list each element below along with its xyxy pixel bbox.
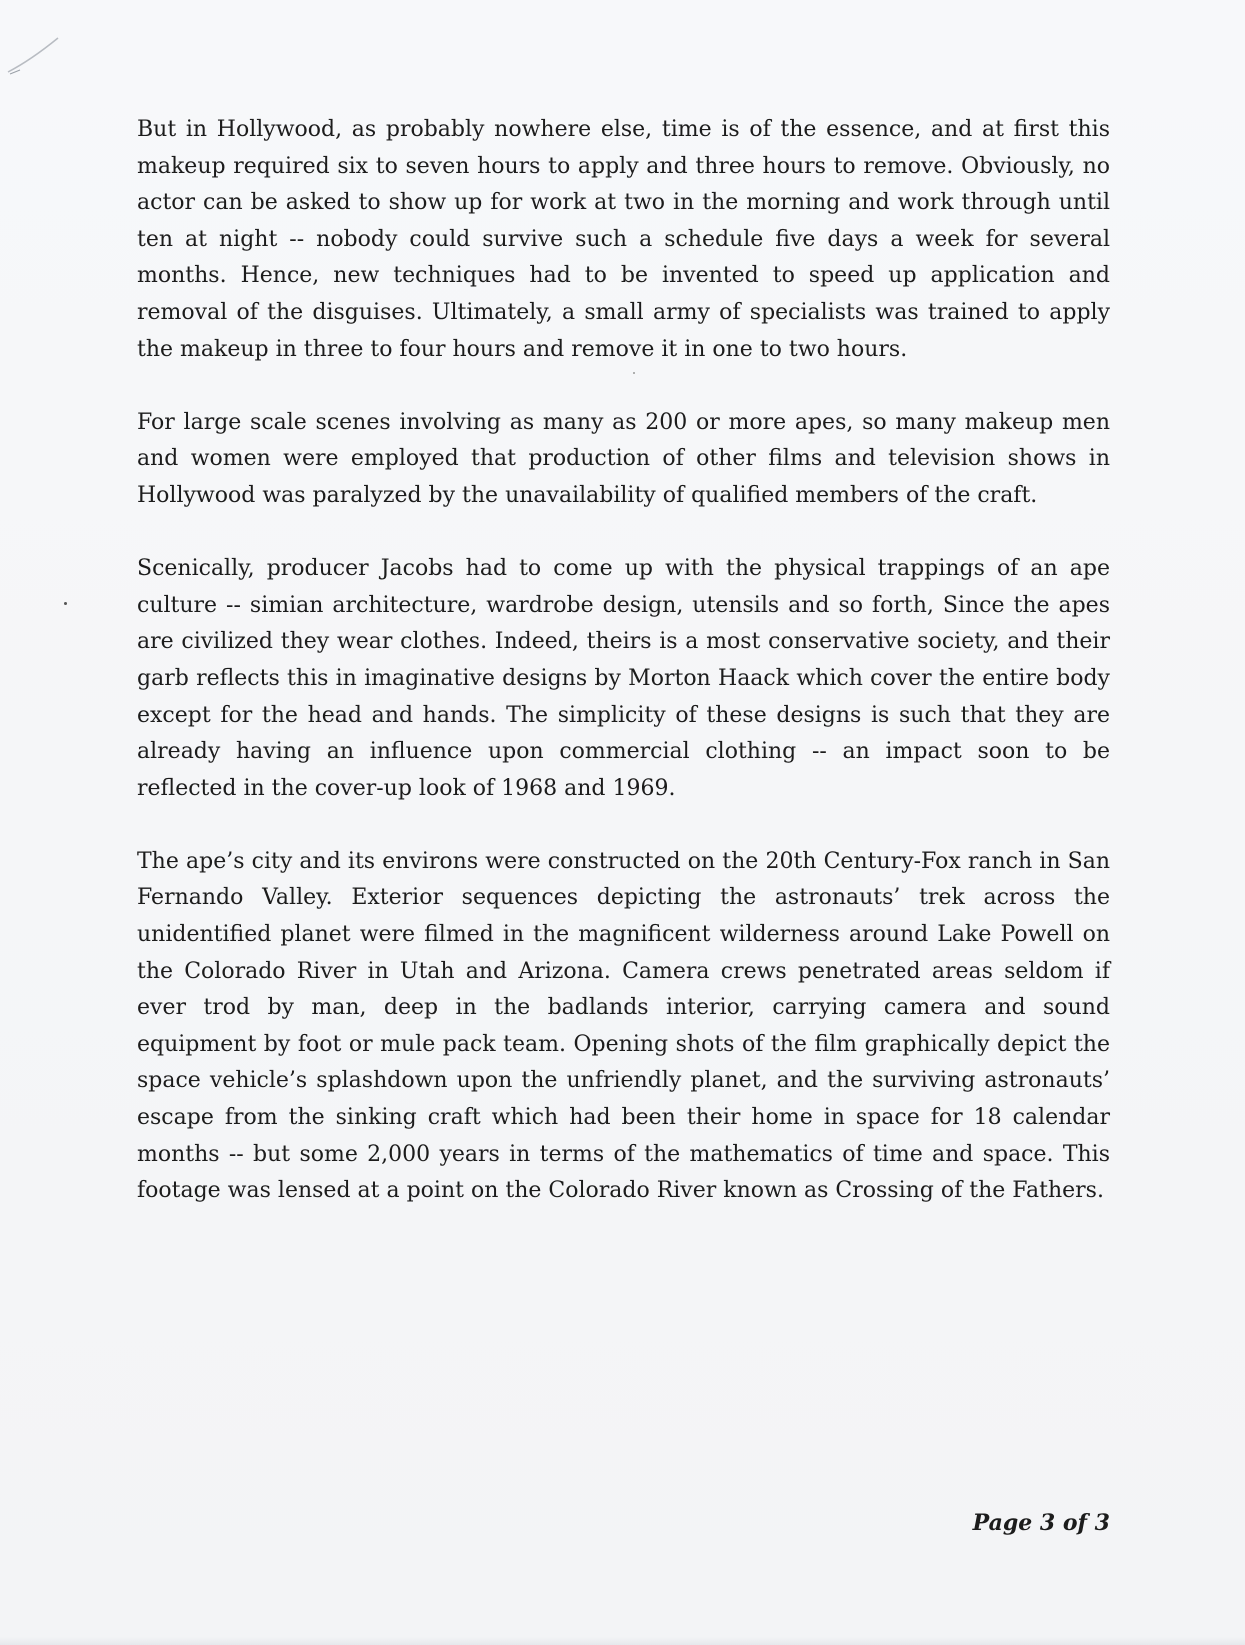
paragraph: But in Hollywood, as probably nowhere else, time is of the essence, and at first this makeup required six to seven hours to apply and three hours to remove. Obviously, no actor can be asked to show up for work at two in the morning and work through until ten at night -- nobody could survive such a schedule five days a week for several months. Hence, new techniques had to be invented to speed up application and removal of the disguises. Ultimately, a small army of specialists was trained to apply the makeup in three to four hours and remove it in one to two hours. <box>137 117 1110 362</box>
paper-speck <box>64 602 67 605</box>
page-bottom-edge <box>0 1637 1245 1645</box>
paragraph: Scenically, producer Jacobs had to come up with the physical trappings of an ape culture -- simian architecture, wardrobe design, utensils and so forth, Since the apes are civilized they wear clothes. Indeed, theirs is a most conservative society, and their garb reflects this in imaginative designs by Morton Haack which cover the entire body except for the head and hands. The simplicity of these designs is such that they are already having an influence upon commercial clothing -- an impact soon to be reflected in the cover-up look of 1968 and 1969. <box>137 556 1110 801</box>
paragraph: For large scale scenes involving as many as 200 or more apes, so many makeup men and women were employed that production of other films and television shows in Hollywood was paralyzed by the unavailability of qualified members of the craft. <box>137 409 1110 508</box>
body-text <box>137 112 1110 1246</box>
page-number: Page 3 of 3 <box>972 1510 1110 1536</box>
paper-crease-mark <box>6 30 66 80</box>
paragraph: The ape’s city and its environs were constructed on the 20th Century-Fox ranch in San Fernando Valley. Exterior sequences depicting the astronauts’ trek across the unidentified planet were filmed in the magnificent wilderness around Lake Powell on the Colorado River in Utah and Arizona. Camera crews penetrated areas seldom if ever trod by man, deep in the badlands interior, carrying camera and sound equipment by foot or mule pack team. Opening shots of the film graphically depict the space vehicle’s splashdown upon the unfriendly planet, and the surviving astronauts’ escape from the sinking craft which had been their home in space for 18 calendar months -- but some 2,000 years in terms of the mathematics of time and space. This footage was lensed at a point on the Colorado River known as Crossing of the Fathers. <box>137 848 1110 1204</box>
